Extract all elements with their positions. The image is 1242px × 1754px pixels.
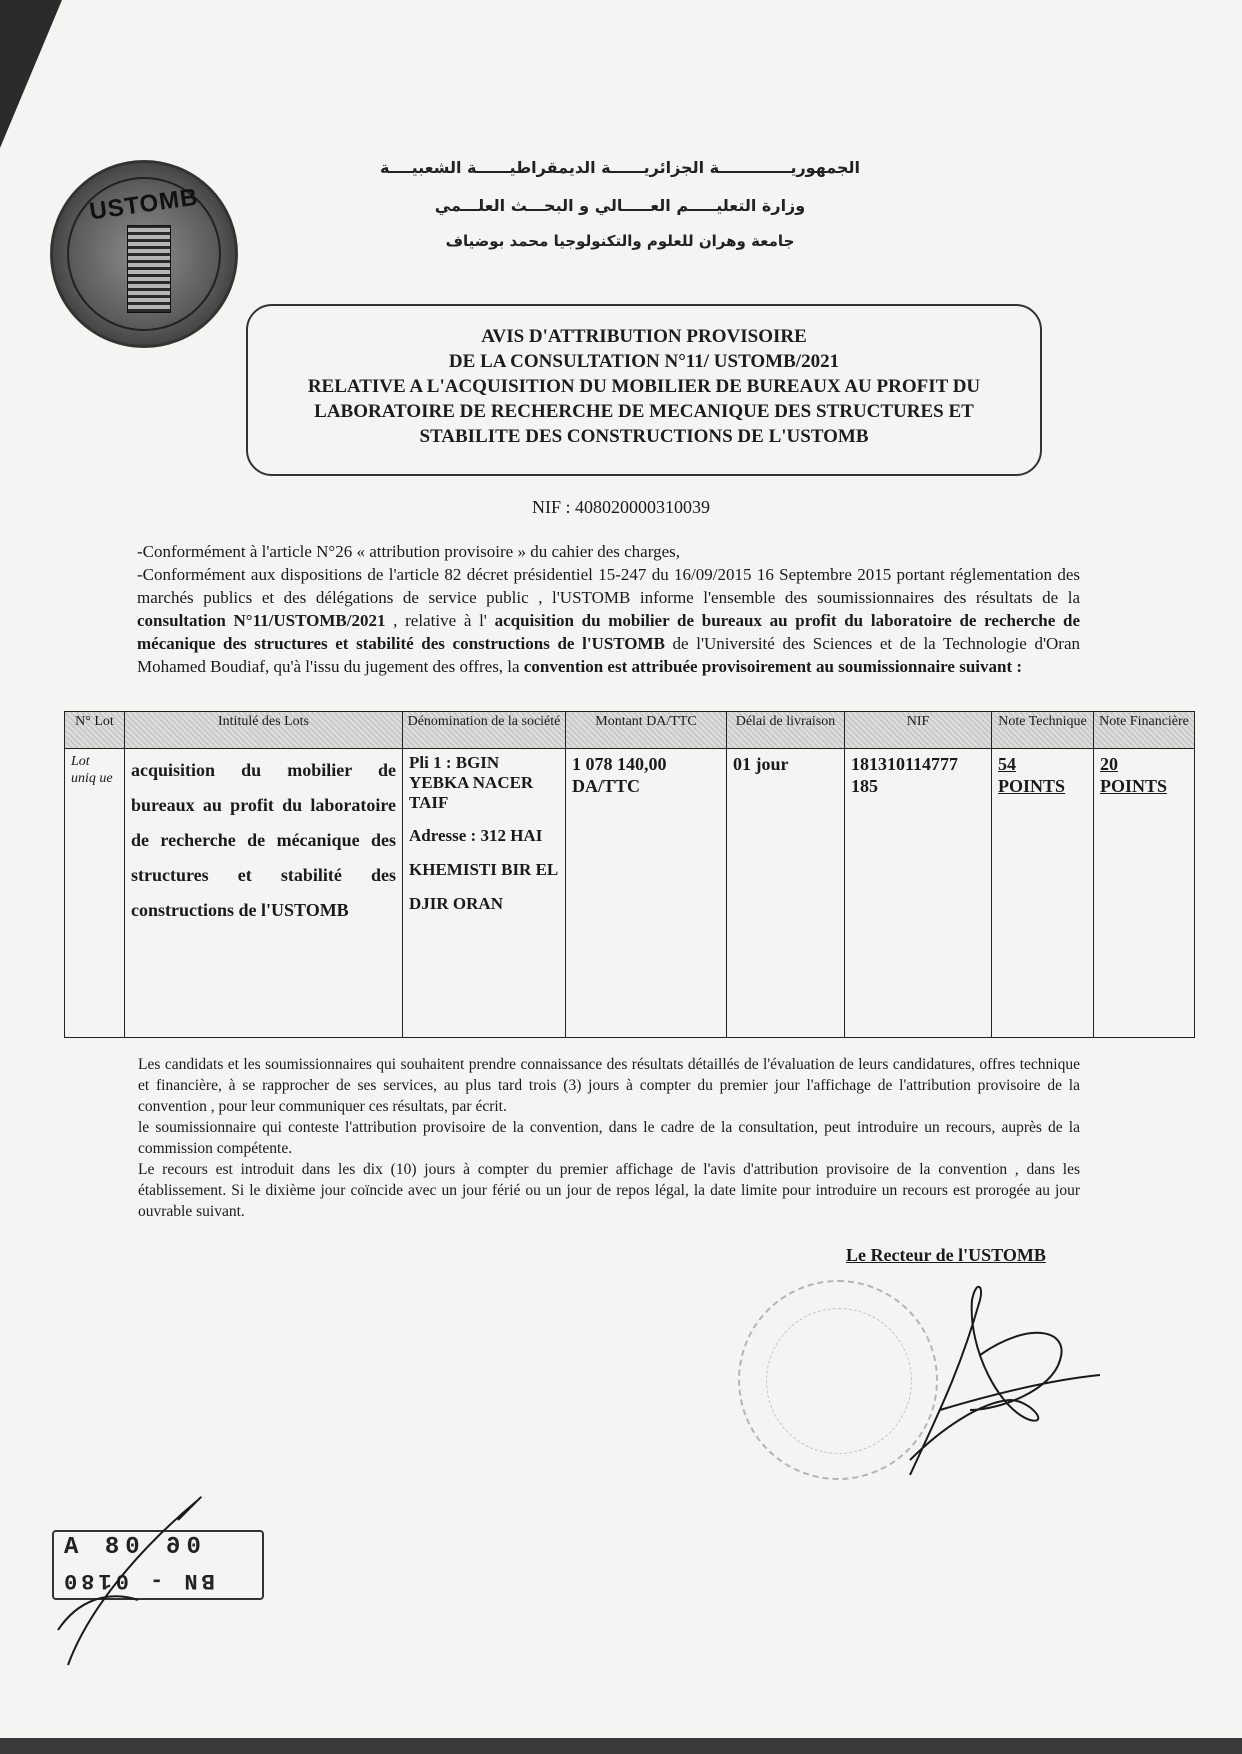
cell-fin-score <box>1094 749 1195 1038</box>
seal-brand-text: USTOMB <box>87 183 201 226</box>
seal-building-icon <box>127 225 171 313</box>
header-company: Dénomination de la société <box>403 712 566 749</box>
intro-line-1: -Conformément à l'article N°26 « attribution provisoire » du cahier des charges, <box>137 542 680 561</box>
university-seal <box>50 160 238 348</box>
cell-company <box>403 749 566 1038</box>
cell-delivery <box>727 749 845 1038</box>
title-line-5: STABILITE DES CONSTRUCTIONS DE L'USTOMB <box>419 426 869 447</box>
intro-object: acquisition du mobilier de bureaux au profit du laboratoire de recherche de mécanique des structures et stabilité des constructions de l'USTOMB <box>137 611 1080 653</box>
amount-value: 1 078 140,00 DA/TTC <box>572 754 667 796</box>
header-republic: الجمهوريـــــــــــــة الجزائريــــــة الديمقراطيــــــة الشعبيــــة <box>380 158 860 177</box>
intro-paragraph <box>137 540 1080 678</box>
title-line-3: RELATIVE A L'ACQUISITION DU MOBILIER DE BUREAUX AU PROFIT DU <box>307 376 981 397</box>
nif-value: 181310114777 185 <box>851 754 959 796</box>
intro-text-a: -Conformément aux dispositions de l'article 82 décret présidentiel 15-247 du 16/09/2015 16 Septembre 2015 portant réglementation des marchés publics et des délégations de service public , l'USTOMB informe l'ensemble des soumissionnaires des résultats de la <box>137 565 1080 607</box>
fin-score-unit: POINTS <box>1100 776 1168 796</box>
lot-title: acquisition du mobilier de bureaux au profit du laboratoire de recherche de mécanique des structures et stabilité des constructions de l'USTOMB <box>131 760 396 920</box>
delivery-value: 01 jour <box>733 754 789 774</box>
header-ministry: وزارة التعليـــــم العـــــالي و البحـــث العلـــمي <box>434 196 806 215</box>
intro-consultation-ref: consultation N°11/USTOMB/2021 <box>137 611 386 630</box>
company-name: YEBKA NACER TAIF <box>409 773 534 812</box>
award-table <box>64 711 1195 1038</box>
lot-label: Lot uniq ue <box>71 754 113 786</box>
table-header-row <box>65 712 1195 749</box>
company-block <box>409 753 559 921</box>
cell-tech-score <box>992 749 1094 1038</box>
company-address: Adresse : 312 HAI KHEMISTI BIR EL DJIR ORAN <box>409 826 558 913</box>
signature-icon <box>880 1260 1100 1490</box>
footer-paragraph-1: Les candidats et les soumissionnaires qui souhaitent prendre connaissance des résultats détaillés de l'évaluation de leurs candidatures, offres technique et financière, à se rapprocher de ses services, au plus tard trois (3) jours à compter du premier jour l'affichage de l'attribution provisoire de la convention , pour leur communiquer ces résultats, par écrit. <box>138 1056 1080 1115</box>
table-row <box>65 749 1195 1038</box>
scan-edge <box>0 1738 1242 1754</box>
header-tech-score: Note Technique <box>992 712 1094 749</box>
registration-stamp-top: 06 08 A <box>58 1534 201 1561</box>
company-pli: Pli 1 : BGIN <box>409 753 500 772</box>
initials-icon <box>48 1480 218 1670</box>
header-university: جامعة وهران للعلوم والتكنولوجيا محمد بوضياف <box>445 232 795 250</box>
cell-lot <box>65 749 125 1038</box>
title-line-1: AVIS D'ATTRIBUTION PROVISOIRE <box>481 326 807 347</box>
intro-line-2 <box>137 563 1080 678</box>
intro-text-e: de l'Université des Sciences et de la Technologie d'Oran Mohamed Boudiaf, qu'à l'issu du jugement des offres, la <box>137 634 1080 676</box>
footer-paragraph-2: le soumissionnaire qui conteste l'attribution provisoire de la convention, dans le cadre de la consultation, peut introduire un recours, auprès de la commission compétente. <box>138 1119 1080 1157</box>
cell-title <box>125 749 403 1038</box>
tech-score-unit: POINTS <box>998 776 1066 796</box>
tech-score-value: 54 <box>998 754 1016 774</box>
fin-score-value: 20 <box>1100 754 1118 774</box>
footer-paragraph-3: Le recours est introduit dans les dix (10) jours à compter du premier affichage de l'avis d'attribution provisoire de la convention , dans les établissement. Si le dixième jour coïncide avec un jour férié ou un jour de repos légal, la date limite pour introduire un recours est prorogée au jour ouvrable suivant. <box>138 1161 1080 1220</box>
header-fin-score: Note Financière <box>1094 712 1195 749</box>
cell-nif <box>845 749 992 1038</box>
header-nif: NIF <box>845 712 992 749</box>
signer-title: Le Recteur de l'USTOMB <box>846 1245 1046 1265</box>
header-lot-number: N° Lot <box>65 712 125 749</box>
registration-stamp <box>48 1520 270 1604</box>
title-box <box>246 304 1042 476</box>
cell-amount <box>566 749 727 1038</box>
header-delivery: Délai de livraison <box>727 712 845 749</box>
header-lot-title: Intitulé des Lots <box>125 712 403 749</box>
nif-line: NIF : 408020000310039 <box>531 497 710 517</box>
title-line-4: LABORATOIRE DE RECHERCHE DE MECANIQUE DES STRUCTURES ET <box>314 401 974 422</box>
intro-award-statement: convention est attribuée provisoirement au soumissionnaire suivant : <box>523 657 1023 676</box>
intro-text-c: , relative à l' <box>385 611 495 630</box>
header-amount: Montant DA/TTC <box>566 712 727 749</box>
title-line-2: DE LA CONSULTATION N°11/ USTOMB/2021 <box>448 351 840 372</box>
footer-notice <box>138 1054 1080 1222</box>
registration-stamp-bottom: BN - 0180 <box>60 1568 215 1593</box>
